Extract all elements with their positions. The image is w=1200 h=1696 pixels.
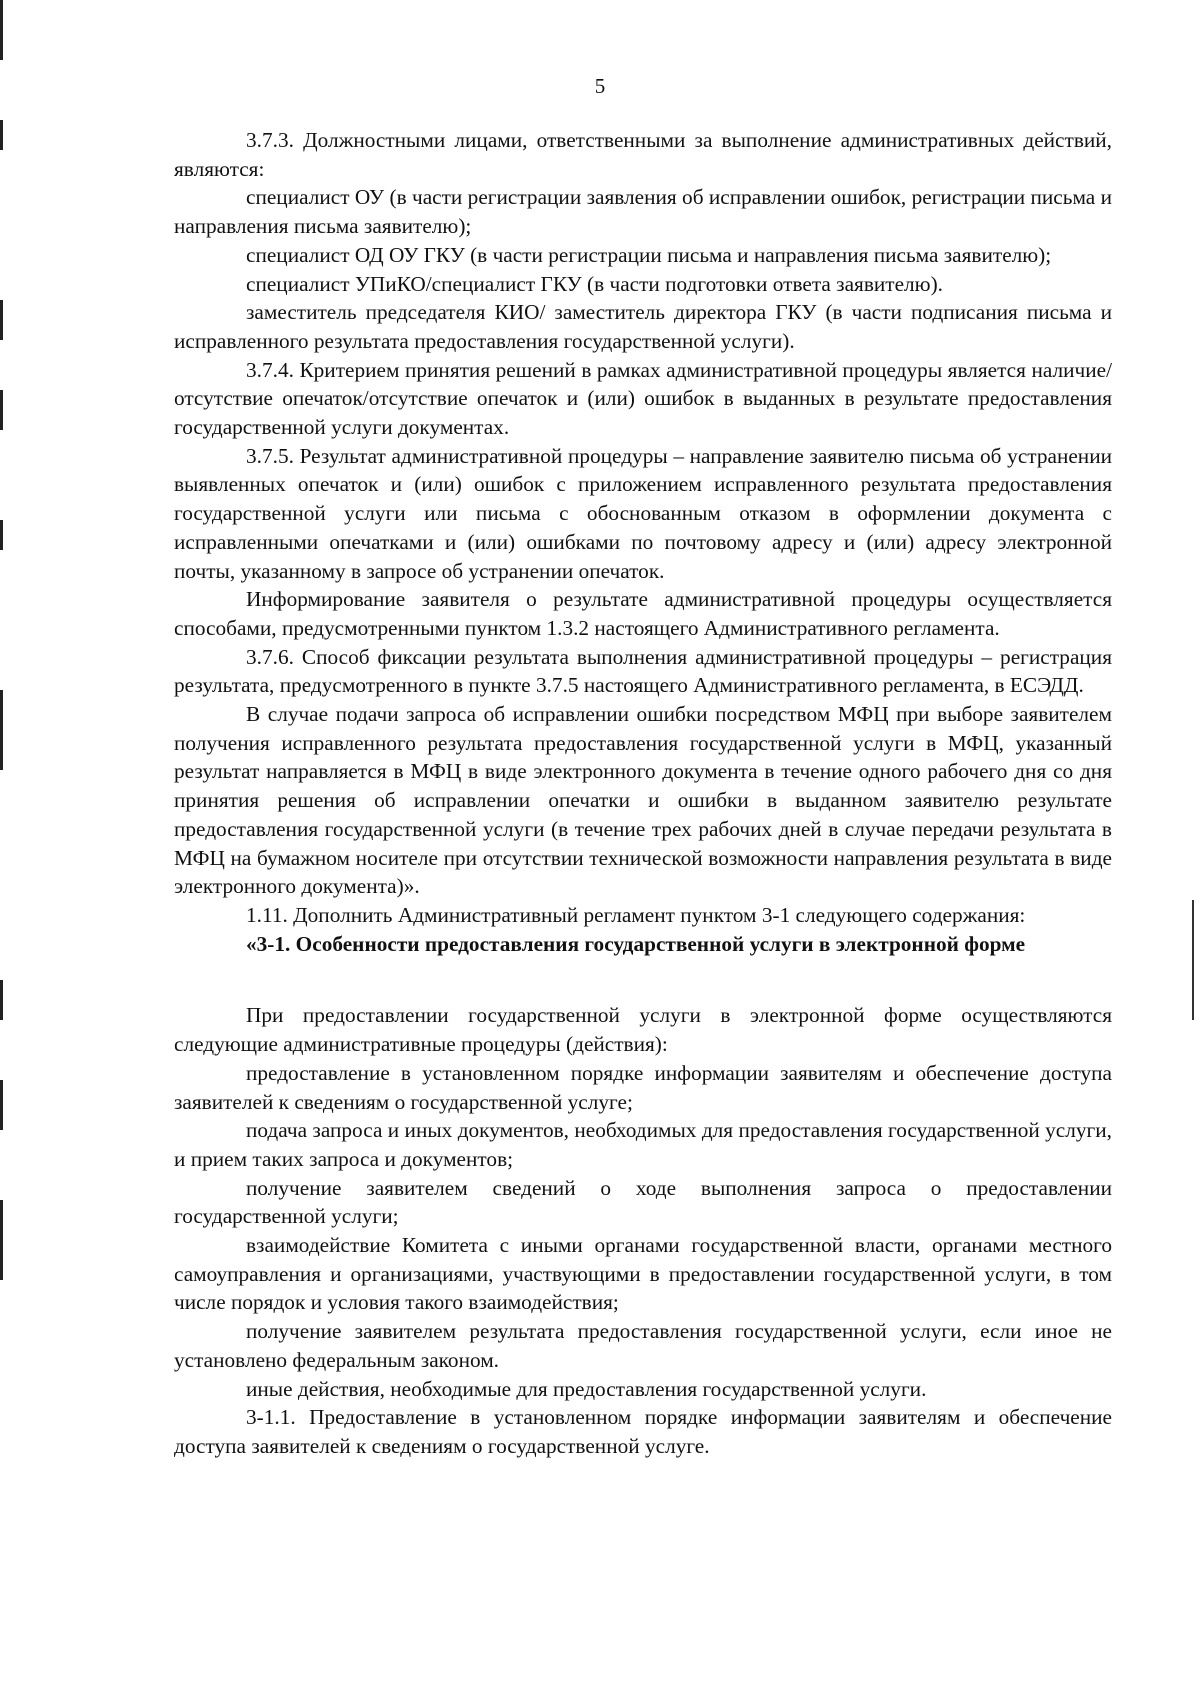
paragraph: При предоставлении государственной услуги в электронной форме осуществляются следующие административные процедуры (действия): (174, 1003, 1112, 1057)
paragraph: взаимодействие Комитета с иными органами государственной власти, органами местного самоуправления и организациями, участвующими в предоставлении государственной услуги, в том числе порядок и условия такого взаимодействия; (174, 1233, 1112, 1315)
paragraph: заместитель председателя КИО/ заместитель директора ГКУ (в части подписания письма и исправленного результата предоставления государственной услуги). (174, 300, 1112, 353)
section-heading: «3-1. Особенности предоставления государственной услуги в электронной форме (246, 931, 1026, 956)
paragraph: В случае подачи запроса об исправлении ошибки посредством МФЦ при выборе заявителем получения исправленного результата предоставления государственной услуги в МФЦ, указанный результат направляется в МФЦ в виде электронного документа в течение одного рабочего дня со дня принятия решения об исправлении опечатки и ошибки в выданном заявителю результате предоставления государственной услуги (в течение трех рабочих дней в случае передачи результата в МФЦ на бумажном носителе при отсутствии технической возможности направления результата в виде электронного документа)». (174, 702, 1112, 899)
paragraph: получение заявителем сведений о ходе выполнения запроса о предоставлении государственной услуги; (174, 1175, 1112, 1229)
paragraph: специалист УПиКО/специалист ГКУ (в части подготовки ответа заявителю). (246, 271, 943, 296)
spacer (174, 958, 1112, 1001)
scan-edge-mark (1192, 900, 1194, 1020)
paragraph: специалист ОД ОУ ГКУ (в части регистрации письма и направления письма заявителю); (246, 242, 1052, 267)
paragraph: предоставление в установленном порядке информации заявителям и обеспечение доступа заявителей к сведениям о государственной услуге; (174, 1060, 1112, 1114)
scan-edge-mark (0, 120, 3, 150)
paragraph: Информирование заявителя о результате административной процедуры осуществляется способами, предусмотренными пунктом 1.3.2 настоящего Административного регламента. (174, 587, 1112, 640)
paragraph: 3.7.4. Критерием принятия решений в рамках административной процедуры является наличие/отсутствие опечаток/отсутствие опечаток и (или) ошибок в выданных в результате предоставления государственной услуги документах. (174, 357, 1112, 440)
scan-edge-mark (0, 0, 3, 60)
scan-edge-mark (0, 1080, 3, 1130)
paragraph: 3.7.3. Должностными лицами, ответственными за выполнение административных действий, являются: (174, 128, 1112, 181)
paragraph: подача запроса и иных документов, необходимых для предоставления государственной услуги, и прием таких запроса и документов; (174, 1118, 1112, 1171)
scan-edge-mark (0, 980, 3, 1020)
page-number: 5 (594, 74, 606, 98)
scan-edge-mark (0, 690, 3, 770)
scan-edge-mark (0, 300, 3, 340)
paragraph: получение заявителем результата предоставления государственной услуги, если иное не установлено федеральным законом. (174, 1319, 1112, 1372)
document-body (174, 126, 1112, 1461)
scan-edge-mark (0, 520, 3, 550)
paragraph: 3.7.5. Результат административной процедуры – направление заявителю письма об устранении выявленных опечаток и (или) ошибок с приложением исправленного результата предоставления государственной услуги или письма с обоснованным отказом в оформлении документа с исправленными опечатками и (или) ошибками по почтовому адресу и (или) адресу электронной почты, указанному в запросе об устранении опечаток. (174, 443, 1112, 583)
paragraph: специалист ОУ (в части регистрации заявления об исправлении ошибок, регистрации письма и направления письма заявителю); (174, 185, 1112, 239)
paragraph: 3-1.1. Предоставление в установленном порядке информации заявителям и обеспечение доступа заявителей к сведениям о государственной услуге. (174, 1405, 1112, 1458)
scan-edge-mark (0, 390, 3, 430)
paragraph: 3.7.6. Способ фиксации результата выполнения административной процедуры – регистрация результата, предусмотренного в пункте 3.7.5 настоящего Административного регламента, в ЕСЭДД. (174, 644, 1112, 698)
paragraph: 1.11. Дополнить Административный регламент пунктом 3-1 следующего содержания: (246, 902, 1026, 927)
paragraph: иные действия, необходимые для предоставления государственной услуги. (246, 1376, 927, 1401)
scan-edge-mark (0, 1200, 3, 1280)
